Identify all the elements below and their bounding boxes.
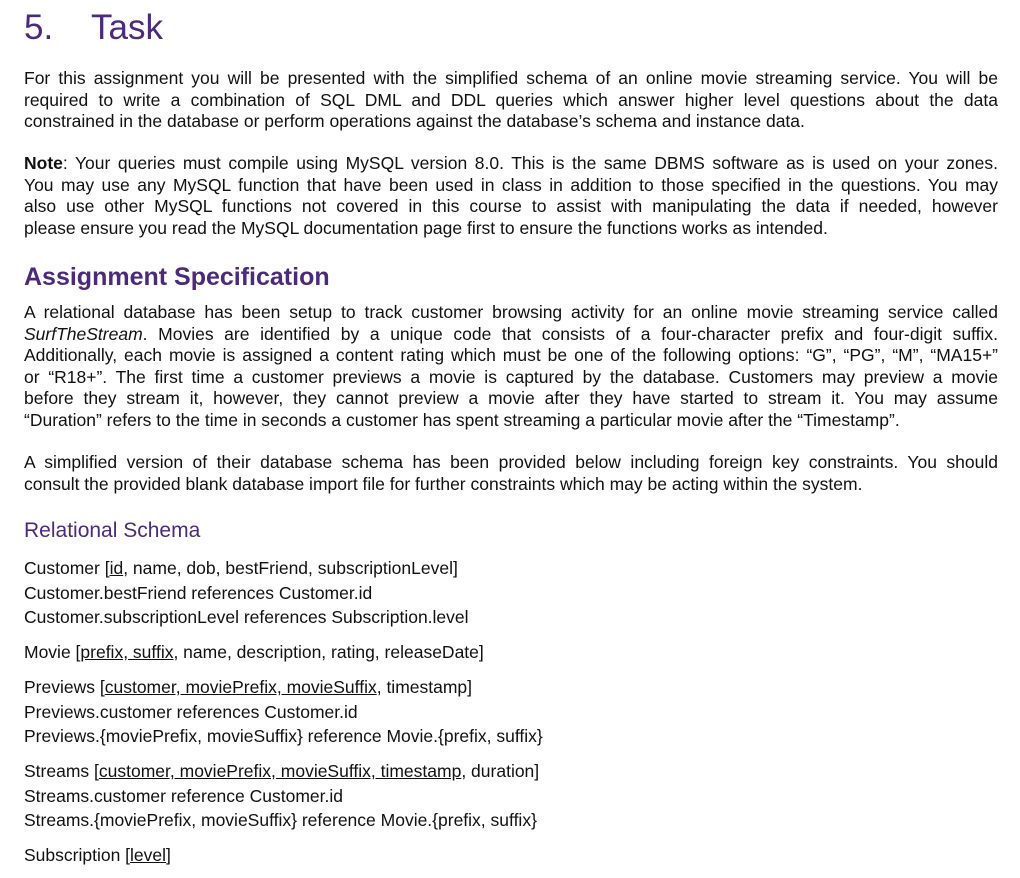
relation-attributes: , duration]: [461, 761, 540, 781]
spec-paragraph: [24, 302, 998, 431]
spec-text: . Movies are identified by a unique code that consists of a four-character prefix and four-digit suffix.: [142, 323, 998, 344]
schema-subscription: [24, 843, 171, 868]
primary-key: level: [130, 845, 167, 865]
foreign-key-line: Streams.customer reference Customer.id: [24, 785, 344, 806]
note-label: Note: [24, 153, 63, 173]
intro-line: required to write a combination of SQL DML and DDL queries which answer higher level questions about the data: [24, 89, 998, 110]
spec-line: before they stream it, however, they cannot preview a movie after they have started to stream it. You may assume: [24, 388, 998, 408]
spec-line: “Duration” refers to the time in seconds a customer has spent streaming a particular movie after the “Timestamp”.: [24, 409, 900, 430]
foreign-key-line: Previews.customer references Customer.id: [24, 701, 358, 722]
section-heading: [24, 8, 163, 48]
assignment-specification-heading: Assignment Specification: [24, 263, 330, 291]
schema-previews: [24, 675, 543, 749]
schema-note-line: consult the provided blank database import file for further constraints which may be acting within the system.: [24, 473, 863, 494]
intro-paragraph: [24, 68, 998, 133]
relational-schema-heading: Relational Schema: [24, 519, 201, 542]
foreign-key-line: Previews.{moviePrefix, movieSuffix} reference Movie.{prefix, suffix}: [24, 726, 543, 746]
relation-attributes: , name, description, rating, releaseDate]: [173, 642, 484, 662]
section-title: Task: [91, 8, 163, 47]
note-line: also use other MySQL functions not covered in this course to assist with manipulating the data if needed, however: [24, 196, 998, 216]
spec-line: or “R18+”. The first time a customer previews a movie is captured by the database. Customers may preview a movie: [24, 366, 998, 387]
note-paragraph: [24, 153, 998, 239]
primary-key: prefix, suffix: [80, 642, 174, 662]
foreign-key-line: Customer.bestFriend references Customer.id: [24, 582, 373, 603]
relation-name: Previews [: [24, 677, 105, 697]
primary-key: customer, moviePrefix, movieSuffix, timestamp: [98, 761, 462, 781]
schema-relation-line: [24, 556, 469, 581]
schema-relation-line: [24, 843, 171, 868]
relation-attributes: ]: [166, 845, 171, 865]
intro-line: For this assignment you will be presented with the simplified schema of an online movie streaming service. You will be: [24, 68, 998, 88]
note-line: [24, 153, 998, 175]
relation-name: Streams [: [24, 761, 99, 781]
primary-key: id: [109, 558, 124, 578]
intro-line: constrained in the database or perform operations against the database’s schema and instance data.: [24, 111, 805, 131]
schema-relation-line: [24, 640, 484, 665]
schema-note-paragraph: [24, 452, 998, 495]
spec-line: Additionally, each movie is assigned a content rating which must be one of the following options: “G”, “PG”, “M”, “MA15+”: [24, 345, 998, 365]
relation-name: Customer [: [24, 558, 110, 578]
note-line: You may use any MySQL function that have been used in class in addition to those specified in the questions. You may: [24, 174, 998, 195]
note-line: please ensure you read the MySQL documentation page first to ensure the functions works as intended.: [24, 217, 828, 238]
schema-customer: [24, 556, 469, 630]
spec-line: [24, 324, 998, 346]
primary-key: customer, moviePrefix, movieSuffix: [104, 677, 377, 697]
relation-name: Movie [: [24, 642, 81, 662]
schema-movie: [24, 640, 484, 665]
schema-note-line: A simplified version of their database schema has been provided below including foreign key constraints. You should: [24, 452, 998, 472]
service-name: SurfTheStream: [24, 323, 143, 344]
foreign-key-line: Customer.subscriptionLevel references Subscription.level: [24, 607, 469, 627]
relation-attributes: , timestamp]: [376, 677, 473, 697]
note-text: : Your queries must compile using MySQL version 8.0. This is the same DBMS software as is used on your zones.: [62, 153, 998, 173]
schema-streams: [24, 759, 539, 833]
section-number: 5.: [24, 8, 54, 47]
spec-line: A relational database has been setup to track customer browsing activity for an online movie streaming service called: [24, 302, 998, 322]
foreign-key-line: Streams.{moviePrefix, movieSuffix} reference Movie.{prefix, suffix}: [24, 810, 537, 830]
schema-relation-line: [24, 759, 539, 784]
relation-name: Subscription [: [24, 845, 131, 865]
relation-attributes: , name, dob, bestFriend, subscriptionLevel]: [123, 558, 458, 578]
schema-relation-line: [24, 675, 543, 700]
